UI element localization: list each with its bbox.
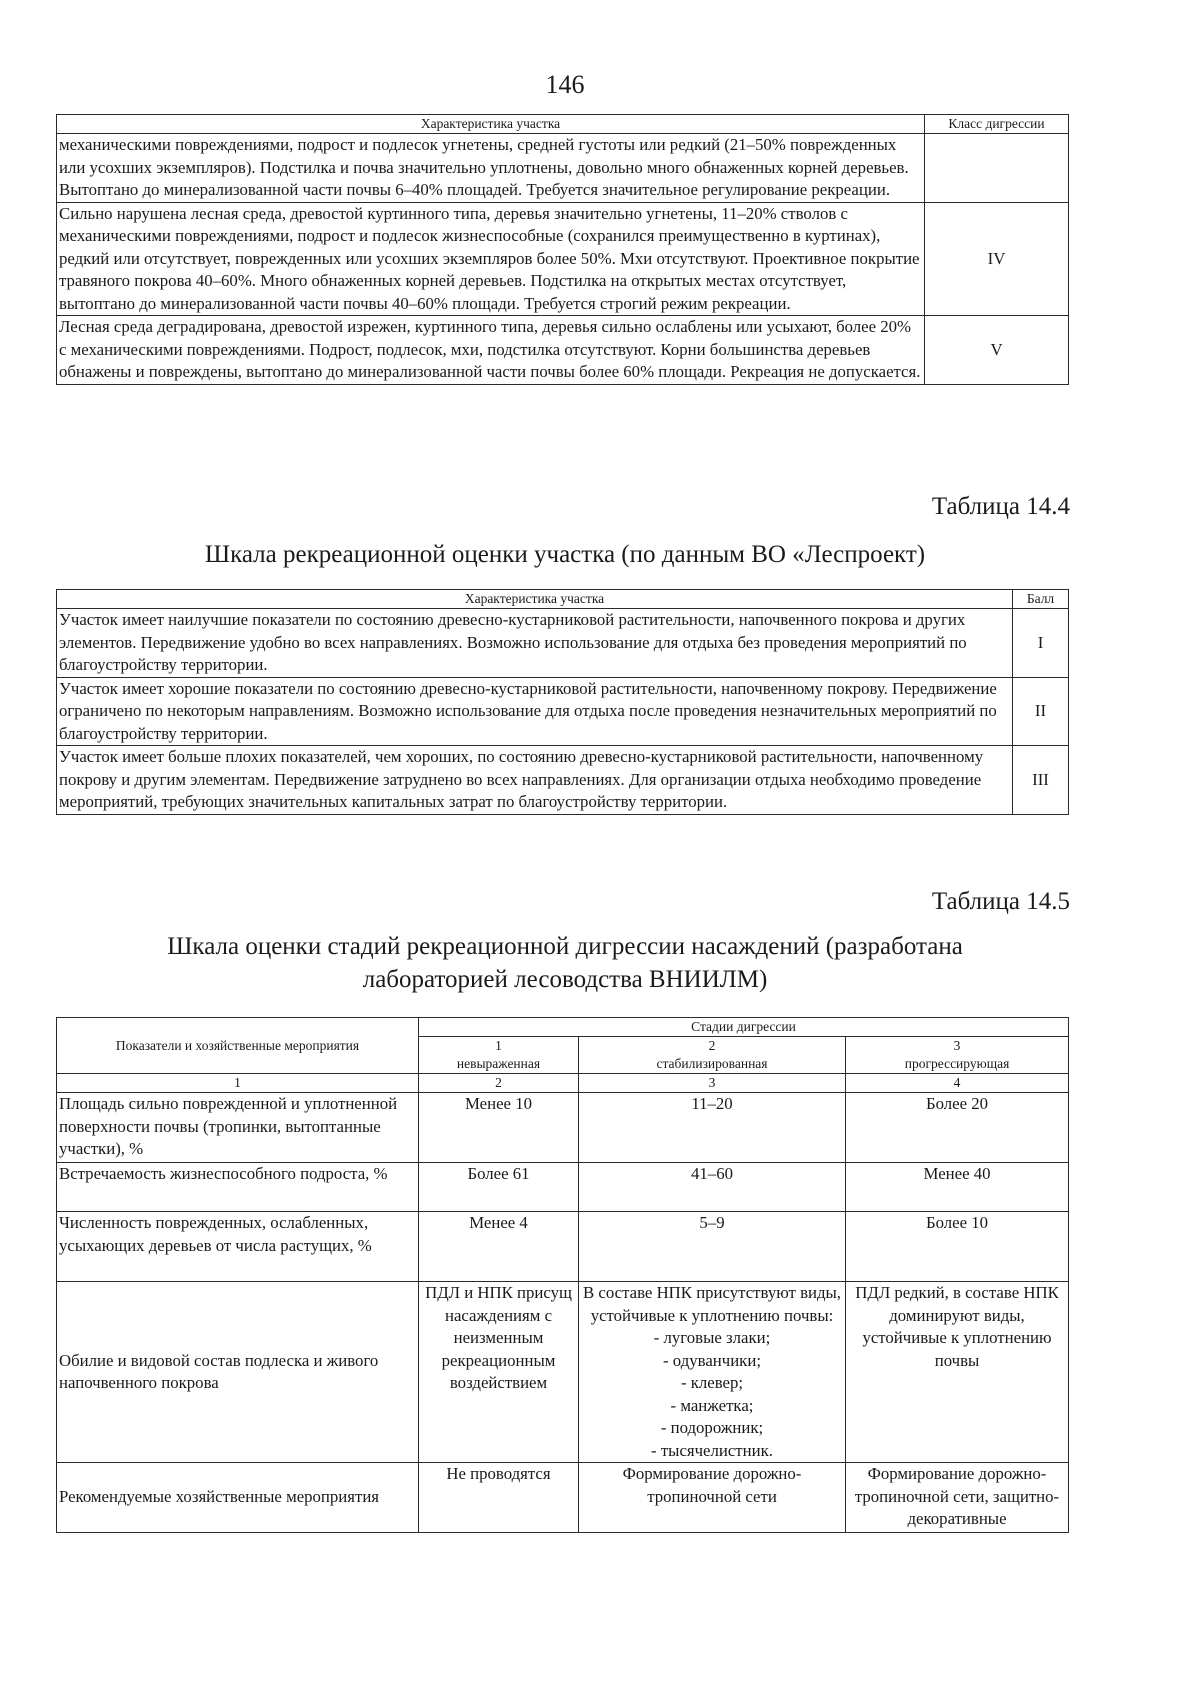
- column-header: Характеристика участка: [57, 115, 925, 134]
- stage-value-cell: ПДЛ редкий, в составе НПК доминируют виды, устойчивые к уплотнению почвы: [846, 1282, 1069, 1463]
- stage-value-cell: 5–9: [579, 1212, 846, 1282]
- table-row: [57, 134, 1069, 203]
- site-characteristic-cell: Сильно нарушена лесная среда, древостой куртинного типа, деревья значительно угнетены, 11–20% стволов с механическими повреждениями, подрост и подлесок жизнеспособные (сохранился преимущественно в куртинах), редкий или отсутствует, поврежденных или усохших экземпляров более 50%. Мхи отсутствуют. Проективное покрытие травяного покрова 40–60%. Много обнаженных корней деревьев. Подстилка на открытых местах отсутствует, вытоптано до минерализованной части почвы 40–60% площади. Требуется строгий режим рекреации.: [57, 202, 925, 316]
- column-number: 3: [579, 1074, 846, 1093]
- stage-name: прогрессирующая: [904, 1056, 1010, 1071]
- table-row: [57, 316, 1069, 385]
- stage-number: 1: [495, 1038, 502, 1053]
- score-cell: I: [1013, 609, 1069, 678]
- indicator-cell: Обилие и видовой состав подлеска и живого напочвенного покрова: [57, 1282, 419, 1463]
- score-cell: II: [1013, 677, 1069, 746]
- stage-number: 3: [953, 1038, 961, 1053]
- site-characteristic-cell: Участок имеет хорошие показатели по состоянию древесно-кустарниковой растительности, напочвенному покрову. Передвижение ограничено по некоторым направлениям. Возможно использование для отдыха после проведения незначительных мероприятий по благоустройству территории.: [57, 677, 1013, 746]
- indicator-cell: Численность поврежденных, ослабленных, усыхающих деревьев от числа растущих, %: [57, 1212, 419, 1282]
- column-number: 4: [846, 1074, 1069, 1093]
- stage-header: [579, 1037, 846, 1074]
- page-number: 146: [545, 70, 585, 99]
- stage-value-cell: В составе НПК присутствуют виды, устойчивые к уплотнению почвы: - луговые злаки; - одуванчики; - клевер; - манжетка; - подорожник; - тысячелистник.: [579, 1282, 846, 1463]
- digression-class-table: [56, 114, 1069, 385]
- table-row: [57, 1212, 1069, 1282]
- column-number: 2: [419, 1074, 579, 1093]
- table-row: [57, 1093, 1069, 1163]
- site-characteristic-cell: Участок имеет наилучшие показатели по состоянию древесно-кустарниковой растительности, напочвенного покрова и других элементов. Передвижение удобно во всех направлениях. Возможно использование для отдыха без проведения мероприятий по благоустройству территории.: [57, 609, 1013, 678]
- site-characteristic-cell: механическими повреждениями, подрост и подлесок угнетены, средней густоты или редкий (21–50% поврежденных или усохших экземпляров). Подстилка и почва значительно уплотнены, довольно много обнаженных корней деревьев. Вытоптано до минерализованной части почвы 6–40% площадей. Требуется значительное регулирование рекреации.: [57, 134, 925, 203]
- column-number: 1: [57, 1074, 419, 1093]
- stage-value-cell: Более 10: [846, 1212, 1069, 1282]
- table-row: [57, 202, 1069, 316]
- stage-value-cell: 41–60: [579, 1163, 846, 1212]
- stage-header: [846, 1037, 1069, 1074]
- column-header: Класс дигрессии: [925, 115, 1069, 134]
- indicator-cell: Встречаемость жизнеспособного подроста, %: [57, 1163, 419, 1212]
- table-row: [57, 1282, 1069, 1463]
- table-label: Таблица 14.4: [931, 493, 1070, 520]
- table-row: [57, 1463, 1069, 1533]
- indicator-cell: Площадь сильно поврежденной и уплотненной поверхности почвы (тропинки, вытоптанные участки), %: [57, 1093, 419, 1163]
- table-header-row: [57, 590, 1069, 609]
- table-row: [57, 746, 1069, 815]
- table-header-row: [57, 1018, 1069, 1037]
- table-row: [57, 609, 1069, 678]
- stage-value-cell: Более 20: [846, 1093, 1069, 1163]
- table-title: [60, 930, 1070, 996]
- column-header: Стадии дигрессии: [419, 1018, 1069, 1037]
- stage-value-cell: Формирование дорожно-тропиночной сети, защитно-декоративные: [846, 1463, 1069, 1533]
- stage-header: [419, 1037, 579, 1074]
- stage-value-cell: Менее 4: [419, 1212, 579, 1282]
- table-label: Таблица 14.5: [931, 888, 1070, 915]
- stage-value-cell: ПДЛ и НПК присущ насаждениям с неизменным рекреационным воздействием: [419, 1282, 579, 1463]
- recreational-score-table: [56, 589, 1069, 815]
- digression-stages-table: [56, 1017, 1069, 1533]
- stage-name: стабилизированная: [656, 1056, 768, 1071]
- digression-class-cell: IV: [925, 202, 1069, 316]
- table-row: [57, 1163, 1069, 1212]
- table-title-line: лабораторией лесоводства ВНИИЛМ): [362, 966, 768, 993]
- column-header: Показатели и хозяйственные мероприятия: [57, 1018, 419, 1074]
- stage-name: невыраженная: [456, 1056, 541, 1071]
- site-characteristic-cell: Участок имеет больше плохих показателей, чем хороших, по состоянию древесно-кустарниковой растительности, напочвенному покрову и другим элементам. Передвижение затруднено во всех направлениях. Для организации отдыха необходимо проведение мероприятий, требующих значительных капитальных затрат по благоустройству территории.: [57, 746, 1013, 815]
- stage-value-cell: Не проводятся: [419, 1463, 579, 1533]
- score-cell: III: [1013, 746, 1069, 815]
- stage-number: 2: [708, 1038, 716, 1053]
- digression-class-cell: V: [925, 316, 1069, 385]
- column-header: Характеристика участка: [57, 590, 1013, 609]
- table-header-row: [57, 115, 1069, 134]
- site-characteristic-cell: Лесная среда деградирована, древостой изрежен, куртинного типа, деревья сильно ослаблены или усыхают, более 20% с механическими повреждениями. Подрост, подлесок, мхи, подстилка отсутствуют. Корни большинства деревьев обнажены и повреждены, вытоптано до минерализованной части почвы более 60% площади. Рекреация не допускается.: [57, 316, 925, 385]
- stage-value-cell: 11–20: [579, 1093, 846, 1163]
- table-title: Шкала рекреационной оценки участка (по данным ВО «Леспроект): [204, 541, 926, 568]
- stage-value-cell: Менее 10: [419, 1093, 579, 1163]
- stage-value-cell: Более 61: [419, 1163, 579, 1212]
- stage-value-cell: Менее 40: [846, 1163, 1069, 1212]
- table-row: [57, 677, 1069, 746]
- stage-value-cell: Формирование дорожно-тропиночной сети: [579, 1463, 846, 1533]
- column-number-row: [57, 1074, 1069, 1093]
- column-header: Балл: [1013, 590, 1069, 609]
- table-title-line: Шкала оценки стадий рекреационной дигрессии насаждений (разработана: [167, 933, 963, 960]
- indicator-cell: Рекомендуемые хозяйственные мероприятия: [57, 1463, 419, 1533]
- digression-class-cell: [925, 134, 1069, 203]
